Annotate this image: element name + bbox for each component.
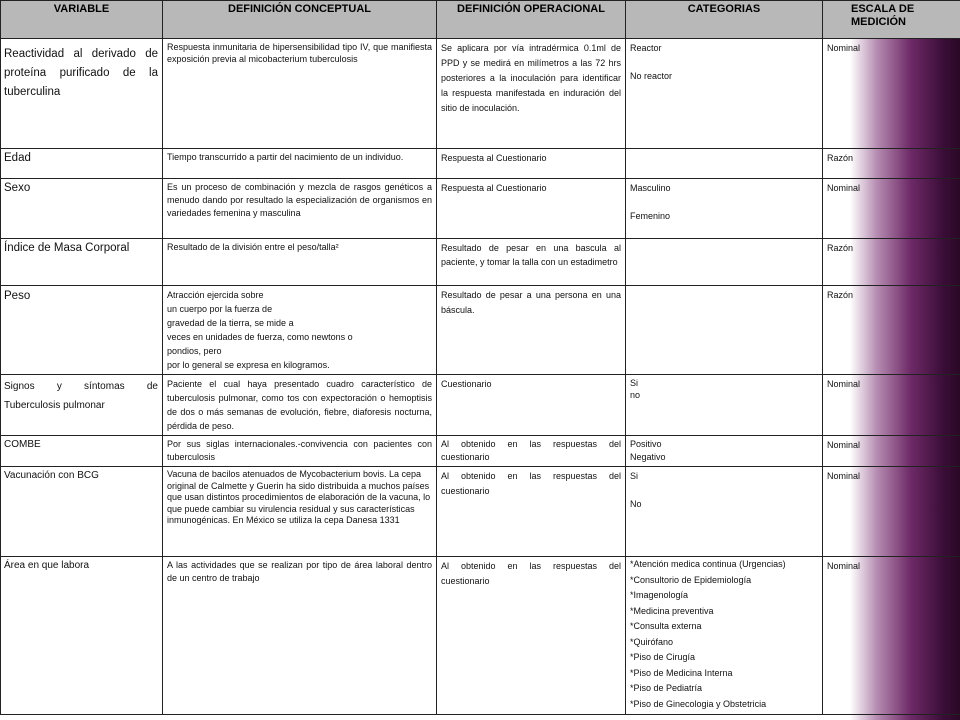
cell-escala: Nominal (823, 375, 960, 436)
category-item: *Quirófano (630, 636, 674, 647)
table-row (1, 239, 960, 286)
cell-escala: Nominal (823, 39, 960, 149)
category-item: Si (630, 471, 639, 481)
category-item: *Piso de Medicina Interna (630, 667, 733, 678)
cell-def-operacional: Resultado de pesar a una persona en una báscula. (437, 286, 626, 375)
definition-line: pondios, pero (167, 346, 222, 356)
table-row (1, 436, 960, 467)
cell-def-conceptual: Por sus siglas internacionales.-convivencia con pacientes con tuberculosis (163, 436, 437, 467)
category-item: Negativo (630, 452, 666, 462)
table-row (1, 149, 960, 179)
definition-line: un cuerpo por la fuerza de (167, 304, 273, 314)
cell-categorias (626, 239, 823, 286)
category-item: *Piso de Cirugía (630, 652, 696, 662)
header-def-operacional: DEFINICIÓN OPERACIONAL (437, 1, 626, 39)
table-row (1, 286, 960, 375)
category-item: *Medicina preventiva (630, 605, 714, 616)
category-item: *Piso de Ginecologia y Obstetricia (630, 698, 767, 709)
cell-categorias (626, 436, 823, 467)
cell-variable: Sexo (1, 179, 163, 239)
cell-escala: Razón (823, 239, 960, 286)
header-escala: ESCALA DE MEDICIÓN (823, 1, 960, 39)
cell-categorias (626, 179, 823, 239)
cell-escala: Razón (823, 286, 960, 375)
category-item: No reactor (630, 71, 673, 81)
cell-def-conceptual: Tiempo transcurrido a partir del nacimiento de un individuo. (163, 149, 437, 179)
cell-def-operacional: Al obtenido en las respuestas del cuestionario (437, 467, 626, 557)
cell-def-operacional: Respuesta al Cuestionario (437, 179, 626, 239)
category-item: Masculino (630, 183, 671, 193)
cell-escala: Nominal (823, 436, 960, 467)
cell-escala: Razón (823, 149, 960, 179)
cell-variable: Reactividad al derivado de proteína purificado de la tuberculina (1, 39, 163, 149)
cell-categorias (626, 467, 823, 557)
category-item: *Piso de Pediatría (630, 683, 703, 693)
cell-categorias (626, 557, 823, 715)
cell-def-conceptual: A las actividades que se realizan por tipo de área laboral dentro de un centro de trabajo (163, 557, 437, 715)
cell-categorias (626, 375, 823, 436)
table-row (1, 375, 960, 436)
cell-def-operacional: Respuesta al Cuestionario (437, 149, 626, 179)
cell-def-conceptual: Vacuna de bacilos atenuados de Mycobacterium bovis. La cepa original de Calmette y Guerin ha sido distribuida a muchos países que usan distintos procedimientos de elaboración de la vacuna, lo que puede cambiar su virulencia residual y sus características inmunogénicas. En México se utiliza la cepa Danesa 1331 (163, 467, 437, 557)
definition-line: veces en unidades de fuerza, como newtons o (167, 332, 353, 342)
table-row (1, 179, 960, 239)
category-item: No (630, 499, 642, 509)
category-item: Positivo (630, 439, 662, 449)
cell-def-conceptual (163, 286, 437, 375)
category-item: *Consultorio de Epidemiología (630, 574, 752, 585)
header-categorias: CATEGORIAS (626, 1, 823, 39)
table-row (1, 467, 960, 557)
definition-line: por lo general se expresa en kilogramos. (167, 360, 330, 370)
cell-def-operacional: Al obtenido en las respuestas del cuestionario (437, 557, 626, 715)
category-item: Femenino (630, 211, 671, 221)
header-def-conceptual: DEFINICIÓN CONCEPTUAL (163, 1, 437, 39)
cell-escala: Nominal (823, 179, 960, 239)
cell-def-operacional: Resultado de pesar en una bascula al paciente, y tomar la talla con un estadimetro (437, 239, 626, 286)
cell-escala: Nominal (823, 557, 960, 715)
cell-def-conceptual: Respuesta inmunitaria de hipersensibilidad tipo IV, que manifiesta exposición previa al micobacterium tuberculosis (163, 39, 437, 149)
header-row (1, 1, 960, 39)
definition-line: gravedad de la tierra, se mide a (167, 318, 294, 328)
cell-categorias (626, 39, 823, 149)
cell-variable: Signos y síntomas de Tuberculosis pulmonar (1, 375, 163, 436)
cell-categorias (626, 149, 823, 179)
category-item: *Atención medica continua (Urgencias) (630, 559, 786, 569)
table-row (1, 557, 960, 715)
cell-escala: Nominal (823, 467, 960, 557)
category-item: Reactor (630, 43, 662, 53)
cell-def-operacional: Cuestionario (437, 375, 626, 436)
cell-variable: Peso (1, 286, 163, 375)
cell-def-conceptual: Paciente el cual haya presentado cuadro característico de tuberculosis pulmonar, como tos con expectoración o hemoptisis de dos o más semanas de evolución, fiebre, diaforesis nocturna, pérdida de peso. (163, 375, 437, 436)
table-row (1, 39, 960, 149)
cell-variable: Área en que labora (1, 557, 163, 715)
cell-def-conceptual: Es un proceso de combinación y mezcla de rasgos genéticos a menudo dando por resultado la especialización de organismos en variedades femenina y masculina (163, 179, 437, 239)
category-item: *Consulta externa (630, 621, 702, 631)
cell-variable: Vacunación con BCG (1, 467, 163, 557)
category-item: Si (630, 378, 639, 388)
cell-def-operacional: Se aplicara por vía intradérmica 0.1ml de PPD y se medirá en milímetros a las 72 hrs posteriores a la inoculación para identificar la respuesta manifestada en induración del sitio de inoculación. (437, 39, 626, 149)
cell-categorias (626, 286, 823, 375)
cell-variable: Índice de Masa Corporal (1, 239, 163, 286)
cell-def-operacional: Al obtenido en las respuestas del cuestionario (437, 436, 626, 467)
header-variable: VARIABLE (1, 1, 163, 39)
cell-variable: COMBE (1, 436, 163, 467)
category-item: no (630, 390, 641, 400)
cell-variable: Edad (1, 149, 163, 179)
category-item: *Imagenología (630, 590, 689, 600)
cell-def-conceptual: Resultado de la división entre el peso/talla² (163, 239, 437, 286)
definition-line: Atracción ejercida sobre (167, 290, 264, 300)
